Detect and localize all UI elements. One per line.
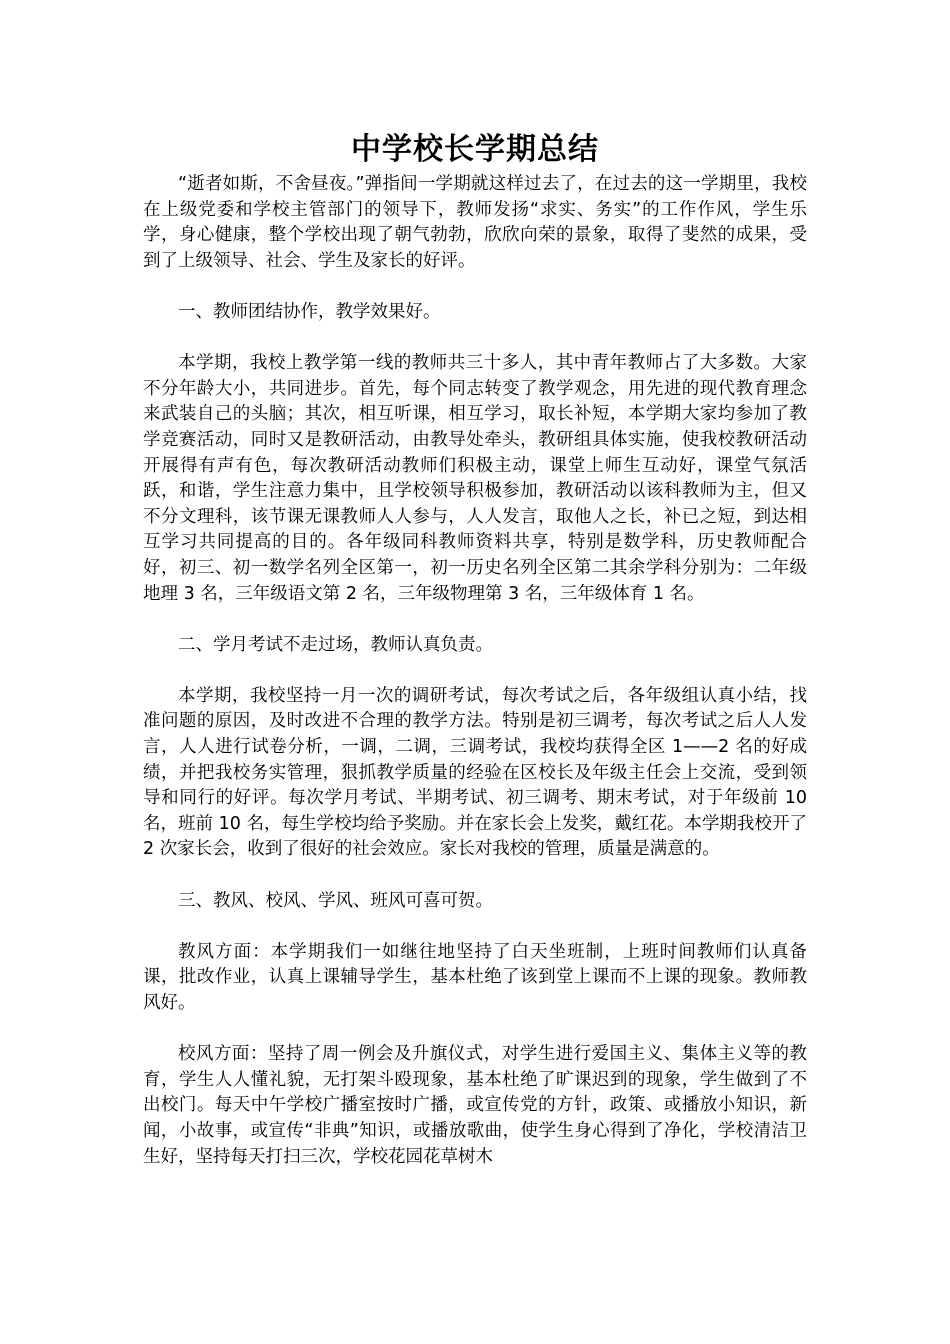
section-3-heading: 三、教风、校风、学风、班风可喜可贺。 bbox=[178, 890, 493, 911]
document-title: 中学校长学期总结 bbox=[351, 132, 599, 167]
section-3-teaching-style: 教风方面：本学期我们一如继往地坚持了白天坐班制，上班时间教师们认真备课，批改作业，认真上课辅导学生，基本杜绝了该到堂上课而不上课的现象。教师教风好。 bbox=[143, 941, 807, 1013]
intro-paragraph: “逝者如斯，不舍昼夜。”弹指间一学期就这样过去了，在过去的这一学期里，我校在上级党委和学校主管部门的领导下，教师发扬“求实、务实”的工作作风，学生乐学，身心健康，整个学校出现了朝气勃勃，欣欣向荣的景象，取得了斐然的成果，受到了上级领导、社会、学生及家长的好评。 bbox=[143, 174, 807, 271]
section-2-body: 本学期，我校坚持一月一次的调研考试，每次考试之后，各年级组认真小结，找准问题的原因，及时改进不合理的教学方法。特别是初三调考，每次考试之后人人发言，人人进行试卷分析，一调，二调，三调考试，我校均获得全区 1——2 名的好成绩，并把我校务实管理，狠抓教学质量的经验在区校长及年级主任会上交流，受到领导和同行的好评。每次学月考试、半期考试、初三调考、期末考试，对于年级前 10 名，班前 10 名，每生学校均给予奖励。并在家长会上发奖，戴红花。本学期我校开了 2 次家长会，收到了很好的社会效应。家长对我校的管理，质量是满意的。 bbox=[143, 685, 807, 860]
section-3-school-style: 校风方面：坚持了周一例会及升旗仪式，对学生进行爱国主义、集体主义等的教育，学生人人懂礼貌，无打架斗殴现象，基本杜绝了旷课迟到的现象，学生做到了不出校门。每天中午学校广播室按时广播，或宣传党的方针，政策、或播放小知识，新闻，小故事，或宣传“非典”知识，或播放歌曲，使学生身心得到了净化，学校清洁卫生好，坚持每天打扫三次，学校花园花草树木 bbox=[143, 1044, 807, 1167]
paragraph-gap bbox=[143, 914, 807, 940]
paragraph-gap bbox=[143, 326, 807, 352]
paragraph-gap bbox=[143, 607, 807, 633]
paragraph-gap bbox=[143, 1017, 807, 1043]
section-1-body: 本学期，我校上教学第一线的教师共三十多人，其中青年教师占了大多数。大家不分年龄大小，共同进步。首先，每个同志转变了教学观念，用先进的现代教育理念来武装自己的头脑；其次，相互听课，相互学习，取长补短，本学期大家均参加了教学竞赛活动，同时又是教研活动，由教导处牵头，教研组具体实施，使我校教研活动开展得有声有色，每次教研活动教师们积极主动，课堂上师生互动好，课堂气氛活跃，和谐，学生注意力集中，且学校领导积极参加，教研活动以该科教师为主，但又不分文理科，该节课无课教师人人参与，人人发言，取他人之长，补已之短，到达相互学习共同提高的目的。各年级同科教师资料共享，特别是数学科，历史教师配合好，初三、初一数学名列全区第一，初一历史名列全区第二其余学科分别为：二年级地理 3 名，三年级语文第 2 名，三年级物理第 3 名，三年级体育 1 名。 bbox=[143, 353, 807, 604]
paragraph-gap bbox=[143, 274, 807, 300]
paragraph-gap bbox=[143, 658, 807, 684]
section-1-heading: 一、教师团结协作，教学效果好。 bbox=[178, 301, 441, 322]
section-2-heading: 二、学月考试不走过场，教师认真负责。 bbox=[178, 634, 493, 655]
paragraph-gap bbox=[143, 863, 807, 889]
document-page bbox=[143, 128, 807, 1170]
